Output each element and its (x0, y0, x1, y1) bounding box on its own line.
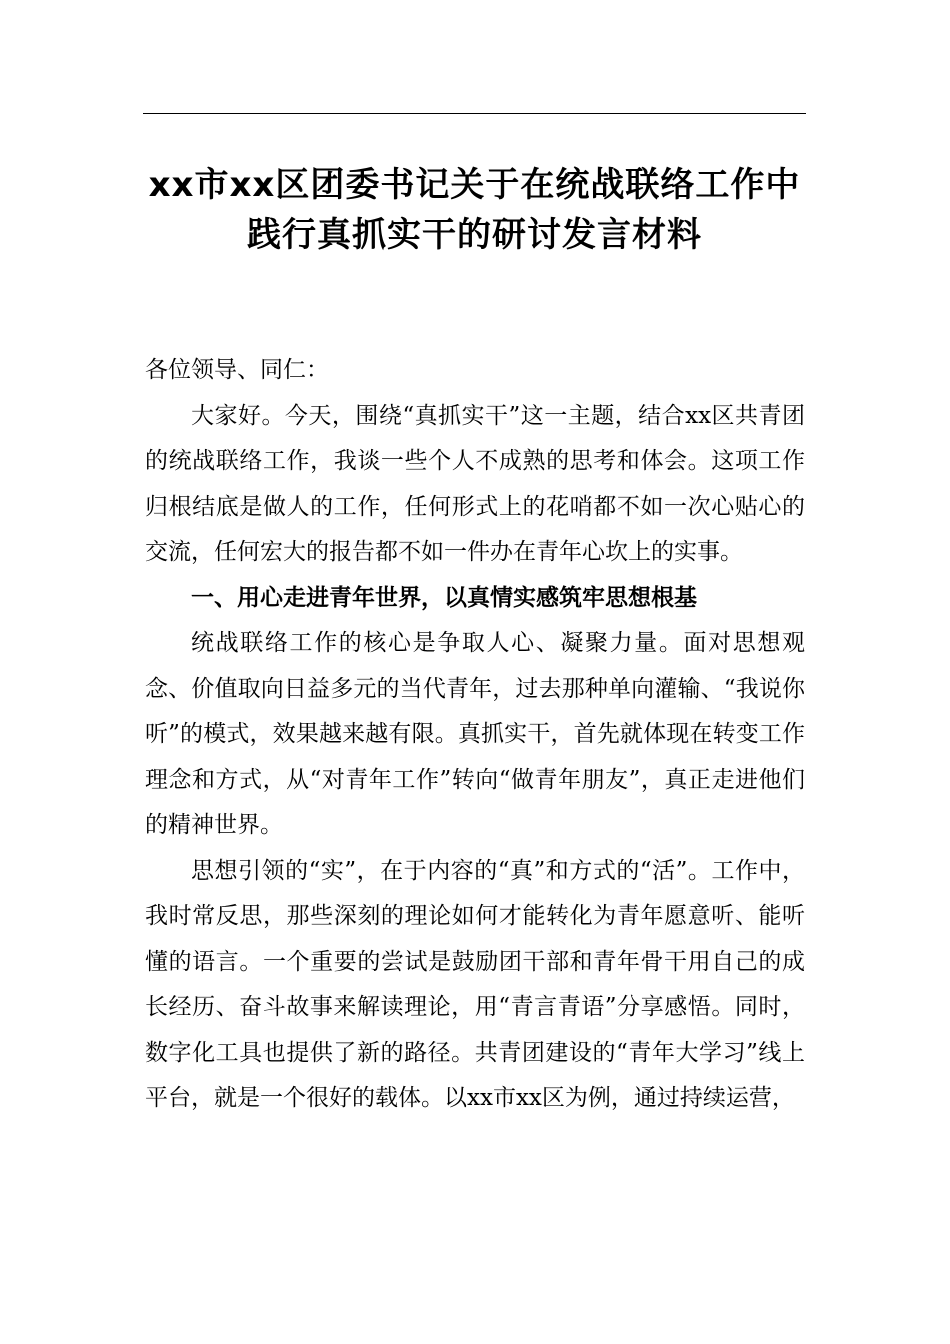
section-heading-1: 一、用心走进青年世界，以真情实感筑牢思想根基 (191, 584, 697, 611)
document-title (143, 160, 806, 260)
paragraph-section1-a: 统战联络工作的核心是争取人心、凝聚力量。面对思想观念、价值取向日益多元的当代青年，过去那种单向灌输、“我说你听”的模式，效果越来越有限。真抓实干，首先就体现在转变工作理念和方式，从“对青年工作”转向“做青年朋友”，真正走进他们的精神世界。 (145, 630, 805, 838)
title-line-2: 践行真抓实干的研讨发言材料 (247, 215, 702, 255)
paragraph-section1-b: 思想引领的“实”，在于内容的“真”和方式的“活”。工作中，我时常反思，那些深刻的理论如何才能转化为青年愿意听、能听懂的语言。一个重要的尝试是鼓励团干部和青年骨干用自己的成长经历、奋斗故事来解读理论，用“青言青语”分享感悟。同时，数字化工具也提供了新的路径。共青团建设的“青年大学习”线上平台，就是一个很好的载体。以xx市xx区为例，通过持续运营， (145, 857, 805, 1111)
document-body (145, 348, 805, 1122)
header-rule (143, 113, 806, 114)
paragraph-intro: 大家好。今天，围绕“真抓实干”这一主题，结合xx区共青团的统战联络工作，我谈一些个人不成熟的思考和体会。这项工作归根结底是做人的工作，任何形式上的花哨都不如一次心贴心的交流，任何宏大的报告都不如一件办在青年心坎上的实事。 (145, 402, 805, 565)
salutation: 各位领导、同仁： (145, 357, 329, 383)
title-line-1: xx市xx区团委书记关于在统战联络工作中 (148, 165, 801, 205)
